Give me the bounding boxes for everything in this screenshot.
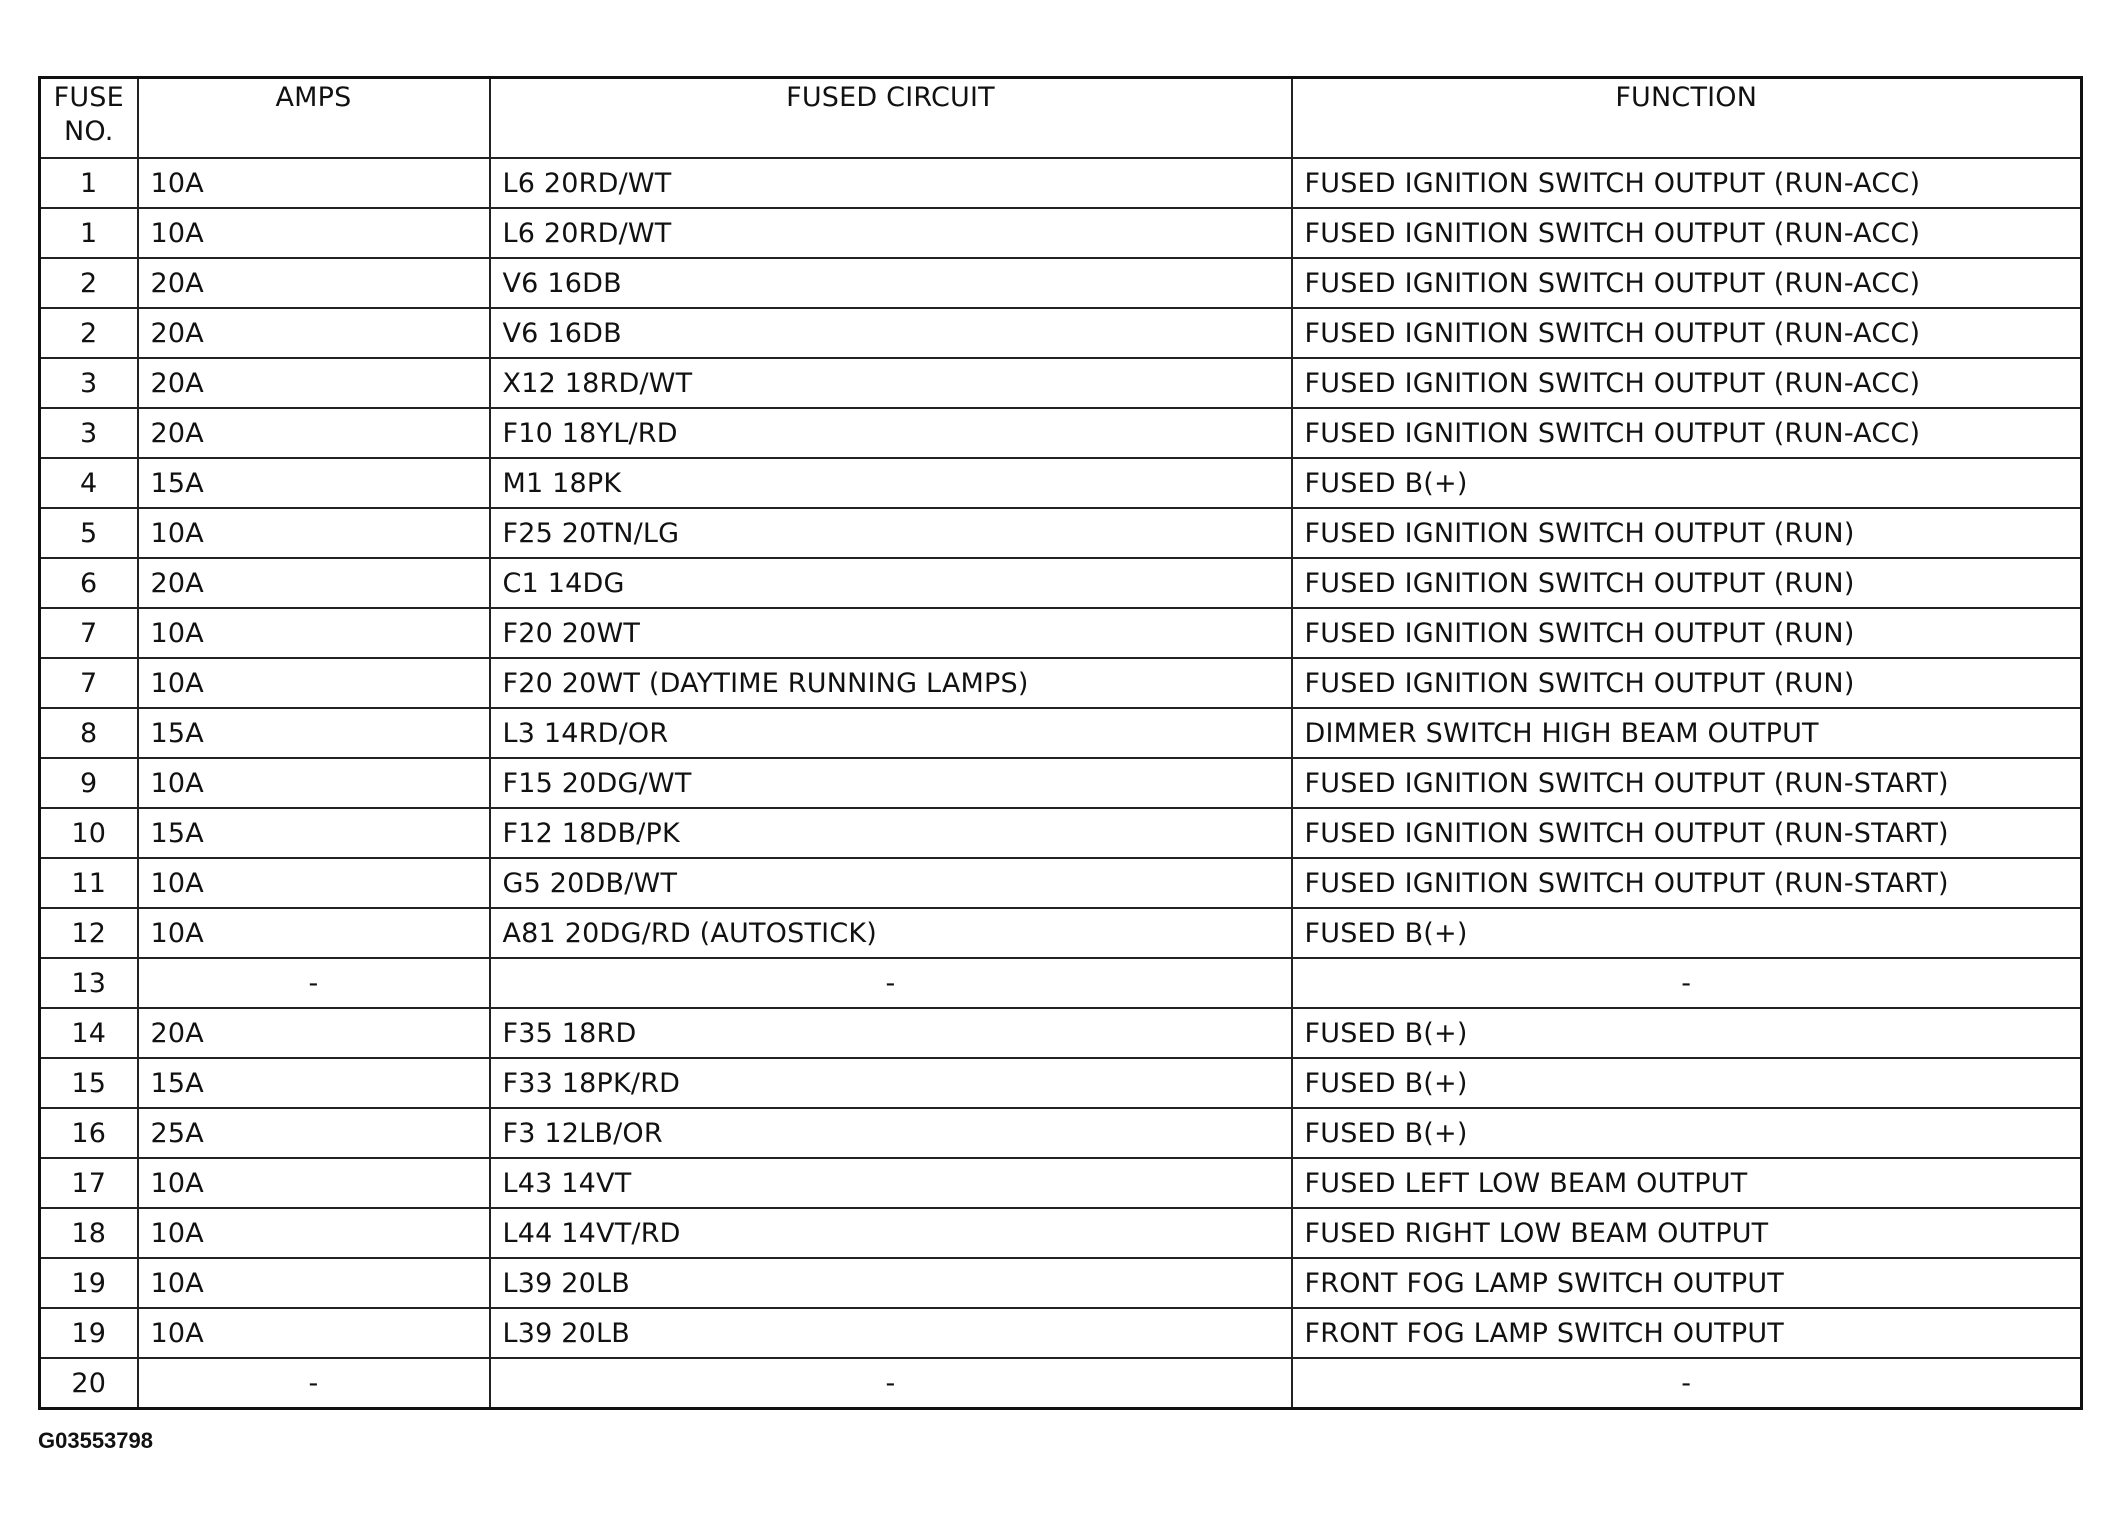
cell-fused-circuit: - xyxy=(490,958,1292,1008)
cell-amps: 10A xyxy=(138,908,490,958)
table-row xyxy=(40,1358,2082,1409)
cell-function: FUSED IGNITION SWITCH OUTPUT (RUN) xyxy=(1292,558,2082,608)
cell-amps: - xyxy=(138,958,490,1008)
table-row xyxy=(40,658,2082,708)
cell-amps: 15A xyxy=(138,458,490,508)
cell-fuse-no: 12 xyxy=(40,908,138,958)
table-row xyxy=(40,1008,2082,1058)
cell-amps: 25A xyxy=(138,1108,490,1158)
table-row xyxy=(40,158,2082,208)
cell-function: FUSED IGNITION SWITCH OUTPUT (RUN-START) xyxy=(1292,808,2082,858)
cell-function: FUSED IGNITION SWITCH OUTPUT (RUN-ACC) xyxy=(1292,158,2082,208)
cell-fuse-no: 1 xyxy=(40,208,138,258)
cell-function: - xyxy=(1292,958,2082,1008)
header-fuse-no xyxy=(40,78,138,159)
cell-amps: 20A xyxy=(138,558,490,608)
cell-amps: 10A xyxy=(138,1208,490,1258)
cell-function: FUSED B(+) xyxy=(1292,1108,2082,1158)
table-row xyxy=(40,508,2082,558)
cell-fused-circuit: F20 20WT (DAYTIME RUNNING LAMPS) xyxy=(490,658,1292,708)
cell-amps: 15A xyxy=(138,708,490,758)
cell-amps: 10A xyxy=(138,208,490,258)
cell-fused-circuit: F10 18YL/RD xyxy=(490,408,1292,458)
cell-amps: 10A xyxy=(138,1158,490,1208)
cell-fused-circuit: C1 14DG xyxy=(490,558,1292,608)
table-row xyxy=(40,258,2082,308)
fuse-table xyxy=(38,76,2083,1410)
table-row xyxy=(40,858,2082,908)
cell-fuse-no: 18 xyxy=(40,1208,138,1258)
cell-function: FUSED IGNITION SWITCH OUTPUT (RUN-ACC) xyxy=(1292,408,2082,458)
cell-function: FUSED B(+) xyxy=(1292,458,2082,508)
cell-fuse-no: 4 xyxy=(40,458,138,508)
cell-fuse-no: 6 xyxy=(40,558,138,608)
cell-amps: 10A xyxy=(138,758,490,808)
table-row xyxy=(40,808,2082,858)
cell-function: FUSED IGNITION SWITCH OUTPUT (RUN) xyxy=(1292,608,2082,658)
header-fuse-no-line1: FUSE xyxy=(53,82,124,113)
cell-function: FRONT FOG LAMP SWITCH OUTPUT xyxy=(1292,1258,2082,1308)
cell-fuse-no: 19 xyxy=(40,1258,138,1308)
header-fused-circuit: FUSED CIRCUIT xyxy=(490,78,1292,159)
cell-function: FUSED IGNITION SWITCH OUTPUT (RUN) xyxy=(1292,658,2082,708)
table-row xyxy=(40,208,2082,258)
header-fuse-no-line2: NO. xyxy=(63,116,114,147)
cell-fused-circuit: F35 18RD xyxy=(490,1008,1292,1058)
cell-fused-circuit: A81 20DG/RD (AUTOSTICK) xyxy=(490,908,1292,958)
cell-fused-circuit: F15 20DG/WT xyxy=(490,758,1292,808)
cell-fuse-no: 3 xyxy=(40,408,138,458)
cell-fuse-no: 11 xyxy=(40,858,138,908)
cell-fused-circuit: L6 20RD/WT xyxy=(490,208,1292,258)
cell-fuse-no: 7 xyxy=(40,608,138,658)
cell-amps: 20A xyxy=(138,408,490,458)
cell-amps: 15A xyxy=(138,808,490,858)
cell-amps: 10A xyxy=(138,1308,490,1358)
cell-fused-circuit: F3 12LB/OR xyxy=(490,1108,1292,1158)
cell-function: FUSED B(+) xyxy=(1292,1008,2082,1058)
cell-fuse-no: 1 xyxy=(40,158,138,208)
table-row xyxy=(40,708,2082,758)
cell-fuse-no: 3 xyxy=(40,358,138,408)
cell-amps: 20A xyxy=(138,308,490,358)
table-row xyxy=(40,908,2082,958)
cell-amps: 20A xyxy=(138,1008,490,1058)
cell-fused-circuit: X12 18RD/WT xyxy=(490,358,1292,408)
cell-amps: - xyxy=(138,1358,490,1409)
cell-function: FUSED IGNITION SWITCH OUTPUT (RUN-ACC) xyxy=(1292,308,2082,358)
cell-function: FUSED IGNITION SWITCH OUTPUT (RUN-START) xyxy=(1292,758,2082,808)
table-row xyxy=(40,1308,2082,1358)
cell-fuse-no: 16 xyxy=(40,1108,138,1158)
cell-fused-circuit: L6 20RD/WT xyxy=(490,158,1292,208)
table-row xyxy=(40,1208,2082,1258)
table-body xyxy=(40,158,2082,1409)
cell-function: FUSED IGNITION SWITCH OUTPUT (RUN-ACC) xyxy=(1292,208,2082,258)
cell-amps: 20A xyxy=(138,258,490,308)
cell-fuse-no: 19 xyxy=(40,1308,138,1358)
cell-fused-circuit: G5 20DB/WT xyxy=(490,858,1292,908)
cell-fuse-no: 2 xyxy=(40,308,138,358)
cell-function: FUSED B(+) xyxy=(1292,1058,2082,1108)
cell-fused-circuit: V6 16DB xyxy=(490,258,1292,308)
cell-amps: 10A xyxy=(138,658,490,708)
table-row xyxy=(40,308,2082,358)
cell-fuse-no: 13 xyxy=(40,958,138,1008)
cell-fused-circuit: F12 18DB/PK xyxy=(490,808,1292,858)
cell-fused-circuit: F20 20WT xyxy=(490,608,1292,658)
cell-amps: 10A xyxy=(138,1258,490,1308)
table-row xyxy=(40,408,2082,458)
cell-fuse-no: 15 xyxy=(40,1058,138,1108)
header-function: FUNCTION xyxy=(1292,78,2082,159)
cell-function: FUSED IGNITION SWITCH OUTPUT (RUN-ACC) xyxy=(1292,358,2082,408)
cell-fused-circuit: L39 20LB xyxy=(490,1308,1292,1358)
cell-fuse-no: 2 xyxy=(40,258,138,308)
cell-fused-circuit: - xyxy=(490,1358,1292,1409)
cell-function: FUSED IGNITION SWITCH OUTPUT (RUN-START) xyxy=(1292,858,2082,908)
cell-amps: 10A xyxy=(138,858,490,908)
cell-function: FUSED LEFT LOW BEAM OUTPUT xyxy=(1292,1158,2082,1208)
cell-fuse-no: 17 xyxy=(40,1158,138,1208)
cell-fuse-no: 9 xyxy=(40,758,138,808)
table-row xyxy=(40,1258,2082,1308)
cell-fuse-no: 14 xyxy=(40,1008,138,1058)
table-row xyxy=(40,358,2082,408)
cell-fused-circuit: L3 14RD/OR xyxy=(490,708,1292,758)
table-row xyxy=(40,1158,2082,1208)
cell-amps: 10A xyxy=(138,158,490,208)
table-row xyxy=(40,608,2082,658)
cell-amps: 10A xyxy=(138,608,490,658)
cell-function: FUSED IGNITION SWITCH OUTPUT (RUN-ACC) xyxy=(1292,258,2082,308)
table-row xyxy=(40,958,2082,1008)
cell-function: FRONT FOG LAMP SWITCH OUTPUT xyxy=(1292,1308,2082,1358)
table-row xyxy=(40,758,2082,808)
header-row xyxy=(40,78,2082,159)
table-header xyxy=(40,78,2082,159)
cell-fused-circuit: L44 14VT/RD xyxy=(490,1208,1292,1258)
cell-fuse-no: 8 xyxy=(40,708,138,758)
cell-function: DIMMER SWITCH HIGH BEAM OUTPUT xyxy=(1292,708,2082,758)
cell-function: FUSED RIGHT LOW BEAM OUTPUT xyxy=(1292,1208,2082,1258)
cell-fuse-no: 10 xyxy=(40,808,138,858)
cell-fused-circuit: L43 14VT xyxy=(490,1158,1292,1208)
cell-function: - xyxy=(1292,1358,2082,1409)
cell-function: FUSED IGNITION SWITCH OUTPUT (RUN) xyxy=(1292,508,2082,558)
table-row xyxy=(40,1108,2082,1158)
cell-fused-circuit: V6 16DB xyxy=(490,308,1292,358)
cell-fuse-no: 20 xyxy=(40,1358,138,1409)
header-amps: AMPS xyxy=(138,78,490,159)
table-row xyxy=(40,458,2082,508)
table-row xyxy=(40,558,2082,608)
cell-amps: 20A xyxy=(138,358,490,408)
cell-fuse-no: 7 xyxy=(40,658,138,708)
table-row xyxy=(40,1058,2082,1108)
cell-amps: 15A xyxy=(138,1058,490,1108)
cell-fused-circuit: F25 20TN/LG xyxy=(490,508,1292,558)
cell-fused-circuit: L39 20LB xyxy=(490,1258,1292,1308)
cell-amps: 10A xyxy=(138,508,490,558)
cell-fuse-no: 5 xyxy=(40,508,138,558)
cell-fused-circuit: F33 18PK/RD xyxy=(490,1058,1292,1108)
cell-fused-circuit: M1 18PK xyxy=(490,458,1292,508)
figure-id: G03553798 xyxy=(38,1428,153,1453)
cell-function: FUSED B(+) xyxy=(1292,908,2082,958)
